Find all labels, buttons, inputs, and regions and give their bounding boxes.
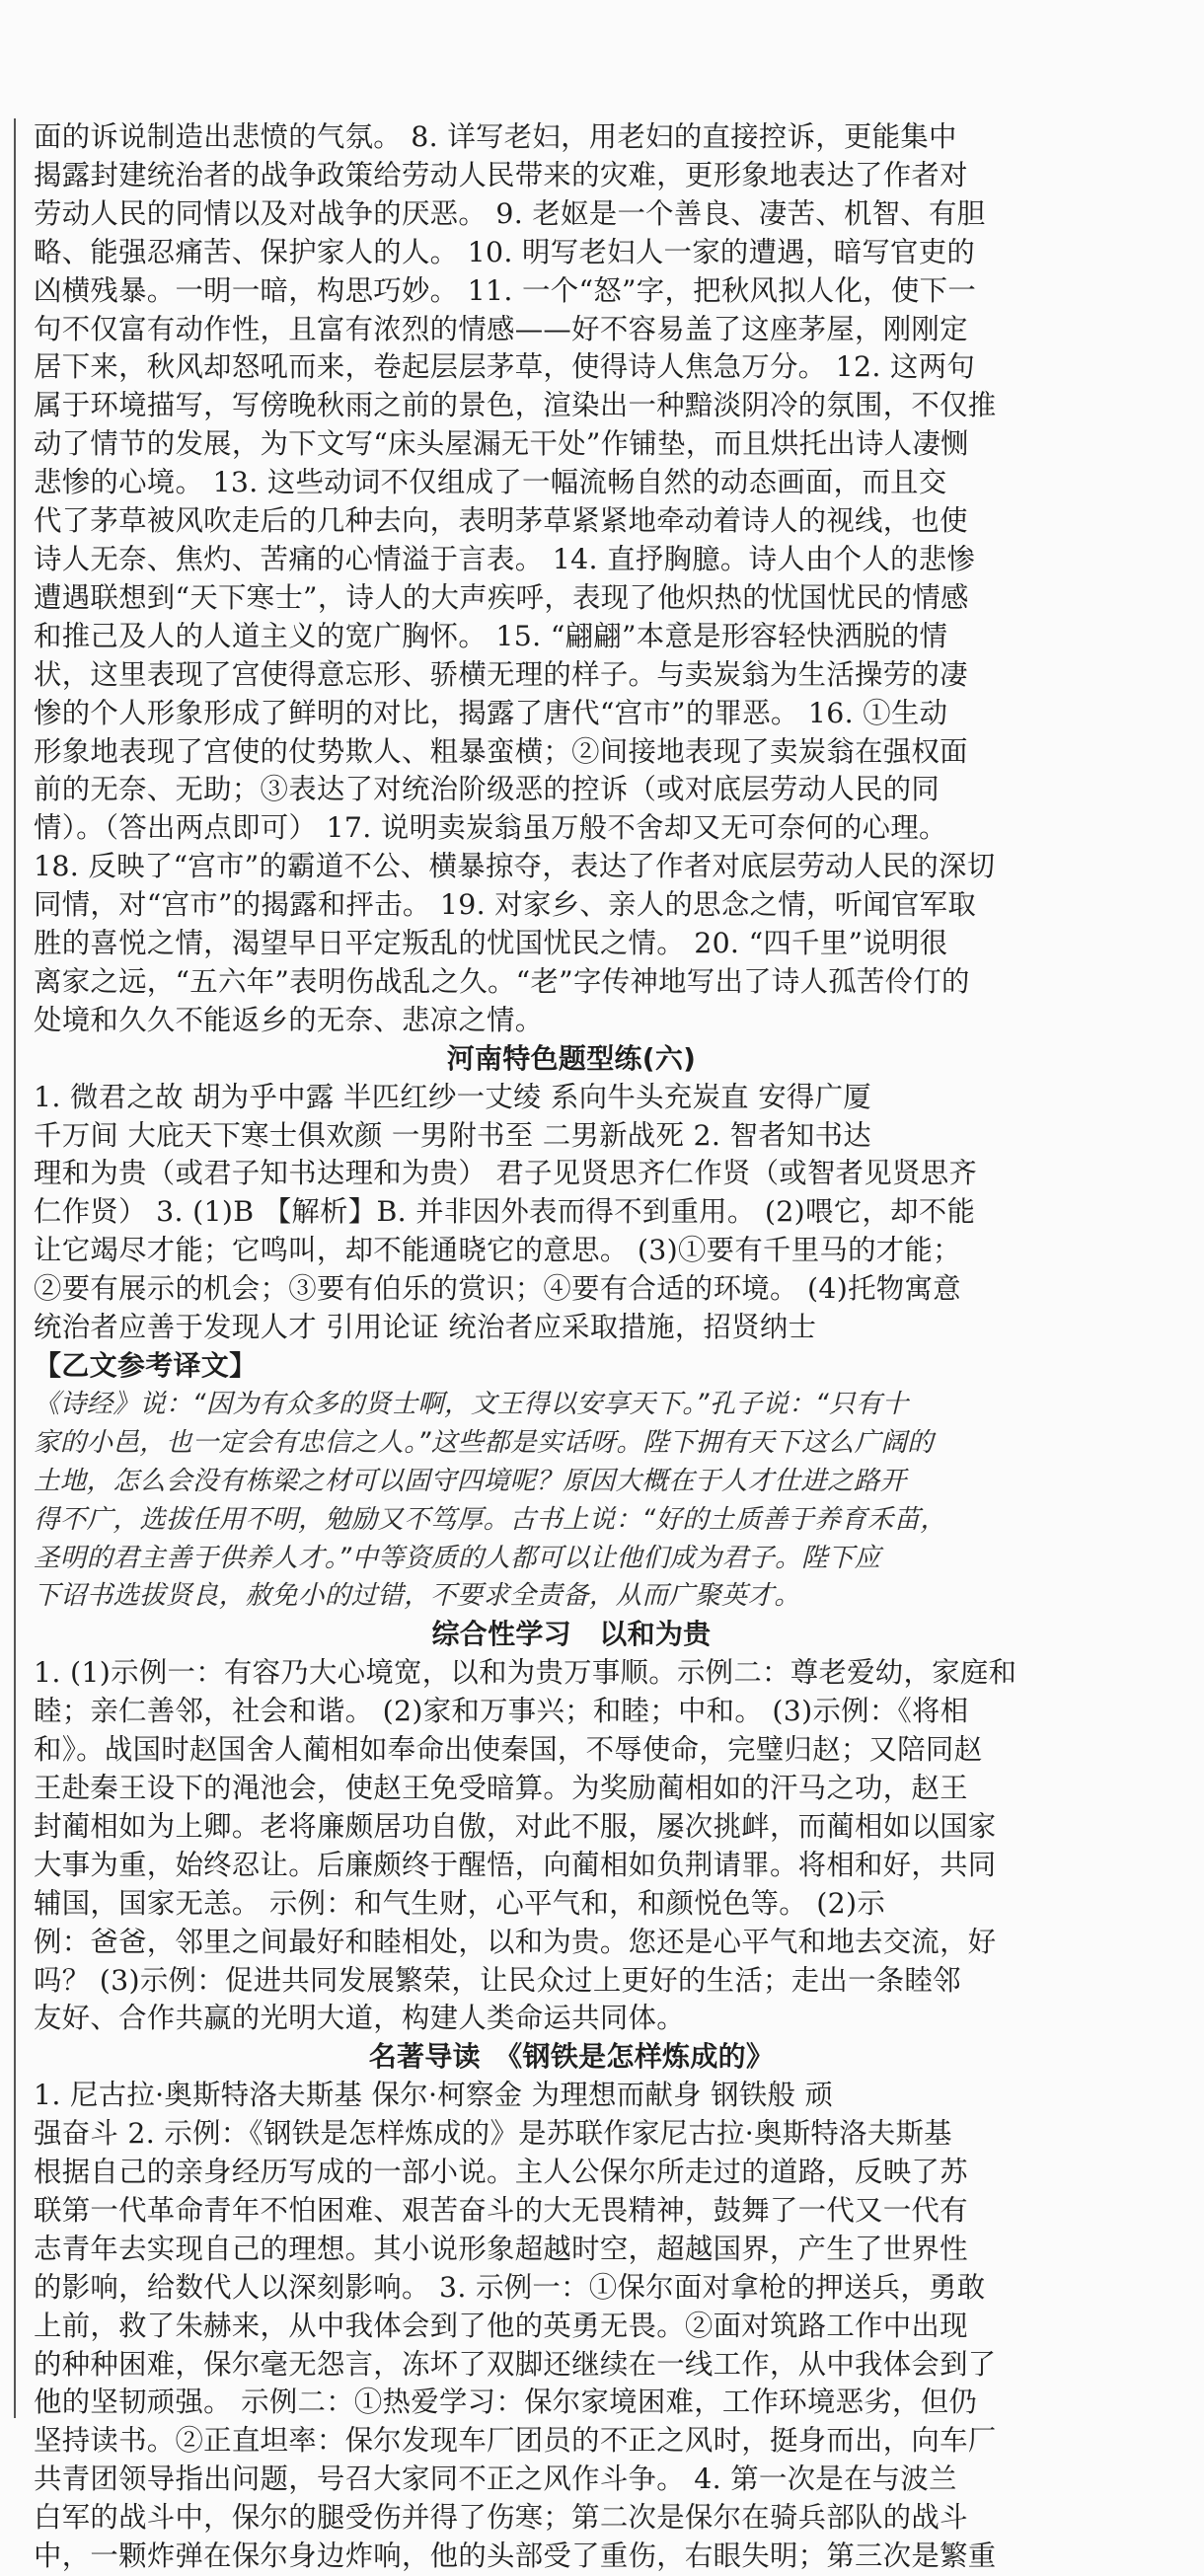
- section-henan-answers: [34, 1079, 1109, 1347]
- text-line: 1. (1)示例一：有容乃大心境宽，以和为贵万事顺。示例二：尊老爱幼，家庭和: [34, 1656, 1017, 1690]
- text-line: 志青年去实现自己的理想。其小说形象超越时空，超越国界，产生了世界性: [34, 2232, 968, 2265]
- text-line: ②要有展示的机会；③要有伯乐的赏识；④要有合适的环境。 (4)托物寓意: [34, 1272, 961, 1306]
- translation-line: 下诏书选拔贤良，赦免小的过错，不要求全责备，从而广聚英才。: [34, 1580, 801, 1612]
- section-translation-text: [34, 1386, 1109, 1616]
- text-line: 凶横残暴。一明一暗，构思巧妙。 11. 一个“怒”字，把秋风拟人化，使下一: [34, 273, 977, 307]
- text-line: 根据自己的亲身经历写成的一部小说。主人公保尔所走过的道路，反映了苏: [34, 2156, 968, 2189]
- text-line: 共青团领导指出问题，号召大家同不正之风作斗争。 4. 第一次是在与波兰: [34, 2462, 957, 2496]
- text-line: 他的坚韧顽强。 示例二：①热爱学习：保尔家境困难，工作环境恶劣，但仍: [34, 2386, 978, 2419]
- text-line: 悲惨的心境。 13. 这些动词不仅组成了一幅流畅自然的动态画面，而且交: [34, 466, 947, 499]
- text-line: 惨的个人形象形成了鲜明的对比，揭露了唐代“宫市”的罪恶。 16. ①生动: [34, 696, 948, 729]
- text-line: 坚持读书。②正直坦率：保尔发现车厂团员的不正之风时，挺身而出，向车厂: [34, 2424, 997, 2458]
- text-line: 例：爸爸，邻里之间最好和睦相处，以和为贵。您还是心平气和地去交流，好: [34, 1925, 997, 1958]
- text-line: 状，这里表现了宫使得意忘形、骄横无理的样子。与卖炭翁为生活操劳的凄: [34, 657, 968, 691]
- text-line: 前的无奈、无助；③表达了对统治阶级恶的控诉（或对底层劳动人民的同: [34, 773, 941, 806]
- text-line: 代了茅草被风吹走后的几种去向，表明茅草紧紧地牵动着诗人的视线，也使: [34, 504, 968, 538]
- answer-key-content: [34, 118, 1109, 2576]
- text-line: 面的诉说制造出悲愤的气氛。 8. 详写老妇，用老妇的直接控诉，更能集中: [34, 120, 957, 153]
- left-margin-rule: [14, 118, 16, 2418]
- text-line: 离家之远，“五六年”表明伤战乱之久。“老”字传神地写出了诗人孤苦伶仃的: [34, 964, 970, 998]
- text-line: 睦；亲仁善邻，社会和谐。 (2)家和万事兴；和睦；中和。 (3)示例：《将相: [34, 1695, 969, 1728]
- text-line: 诗人无奈、焦灼、苦痛的心情溢于言表。 14. 直抒胸臆。诗人由个人的悲惨: [34, 542, 976, 575]
- text-line: 胜的喜悦之情，渴望早日平定叛乱的忧国忧民之情。 20. “四千里”说明很: [34, 927, 948, 960]
- translation-line: 家的小邑，也一定会有忠信之人。”这些都是实话呀。陛下拥有天下这么广阔的: [34, 1426, 934, 1458]
- translation-line: 得不广，选拔任用不明，勉励又不笃厚。古书上说：“好的土质善于养育禾苗，: [34, 1503, 947, 1535]
- section-comprehensive-answers: [34, 1654, 1109, 2038]
- text-line: 情）。（答出两点即可） 17. 说明卖炭翁虽万般不舍却又无可奈何的心理。: [34, 811, 947, 845]
- text-line: 形象地表现了宫使的仗势欺人、粗暴蛮横；②间接地表现了卖炭翁在强权面: [34, 734, 968, 768]
- text-line: 上前，救了朱赫来，从中我体会到了他的英勇无畏。②面对筑路工作中出现: [34, 2309, 968, 2342]
- translation-line: 圣明的君主善于供养人才。”中等资质的人都可以让他们成为君子。陛下应: [34, 1542, 881, 1573]
- text-line: 句不仅富有动作性，且富有浓烈的情感——好不容易盖了这座茅屋，刚刚定: [34, 312, 968, 345]
- text-line: 的种种困难，保尔毫无怨言，冻坏了双脚还继续在一线工作，从中我体会到了: [34, 2347, 997, 2381]
- text-line: 和推己及人的人道主义的宽广胸怀。 15. “翩翩”本意是形容轻快洒脱的情: [34, 619, 948, 652]
- text-line: 处境和久久不能返乡的无奈、悲凉之情。: [34, 1003, 544, 1036]
- heading-comprehensive-study: 综合性学习 以和为贵: [431, 1618, 712, 1651]
- heading-classics-guide: 名著导读 《钢铁是怎样炼成的》: [368, 2040, 775, 2074]
- text-line: 居下来，秋风却怒吼而来，卷起层层茅草，使得诗人焦急万分。 12. 这两句: [34, 350, 976, 384]
- text-line: 千万间 大庇天下寒士俱欢颜 一男附书至 二男新战死 2. 智者知书达: [34, 1118, 871, 1152]
- heading-henan-practice: 河南特色题型练(六): [446, 1041, 697, 1075]
- text-line: 让它竭尽才能；它鸣叫，却不能通晓它的意思。 (3)①要有千里马的才能；: [34, 1234, 961, 1267]
- text-line: 联第一代革命青年不怕困难、艰苦奋斗的大无畏精神，鼓舞了一代又一代有: [34, 2193, 968, 2227]
- text-line: 的影响，给数代人以深刻影响。 3. 示例一：①保尔面对拿枪的押送兵，勇敢: [34, 2270, 986, 2304]
- text-line: 理和为贵（或君子知书达理和为贵） 君子见贤思齐仁作贤（或智者见贤思齐: [34, 1157, 978, 1190]
- text-line: 仁作贤） 3. (1)B 【解析】B. 并非因外表而得不到重用。 (2)喂它，却不能: [34, 1195, 976, 1229]
- text-line: 白军的战斗中，保尔的腿受伤并得了伤寒；第二次是保尔在骑兵部队的战斗: [34, 2501, 968, 2535]
- section-classics-answers: [34, 2077, 1109, 2576]
- text-line: 18. 反映了“宫市”的霸道不公、横暴掠夺，表达了作者对底层劳动人民的深切: [34, 850, 996, 883]
- text-line: 吗？ (3)示例：促进共同发展繁荣，让民众过上更好的生活；走出一条睦邻: [34, 1963, 961, 1997]
- text-line: 1. 微君之故 胡为乎中露 半匹红纱一丈绫 系向牛头充炭直 安得广厦: [34, 1080, 871, 1113]
- text-line: 统治者应善于发现人才 引用论证 统治者应采取措施，招贤纳士: [34, 1311, 817, 1344]
- text-line: 略、能强忍痛苦、保护家人的人。 10. 明写老妇人一家的遭遇，暗写官吏的: [34, 235, 976, 268]
- text-line: 1. 尼古拉·奥斯特洛夫斯基 保尔·柯察金 为理想而献身 钢铁般 顽: [34, 2079, 834, 2112]
- text-line: 封蔺相如为上卿。老将廉颇居功自傲，对此不服，屡次挑衅，而蔺相如以国家: [34, 1809, 997, 1843]
- section-continued-answers: [34, 118, 1109, 1040]
- text-line: 动了情节的发展，为下文写“床头屋漏无干处”作铺垫，而且烘托出诗人凄恻: [34, 427, 969, 461]
- text-line: 辅国，国家无恙。 示例：和气生财，心平气和，和颜悦色等。 (2)示: [34, 1886, 886, 1920]
- heading-translation: 【乙文参考译文】: [34, 1349, 258, 1382]
- text-line: 和》。战国时赵国舍人蔺相如奉命出使秦国，不辱使命，完璧归赵；又陪同赵: [34, 1733, 983, 1767]
- text-line: 遭遇联想到“天下寒士”，诗人的大声疾呼，表现了他炽热的忧国忧民的情感: [34, 580, 969, 614]
- text-line: 属于环境描写，写傍晚秋雨之前的景色，渲染出一种黯淡阴冷的氛围，不仅推: [34, 389, 997, 422]
- text-line: 强奋斗 2. 示例：《钢铁是怎样炼成的》是苏联作家尼古拉·奥斯特洛夫斯基: [34, 2117, 952, 2151]
- text-line: 友好、合作共赢的光明大道，构建人类命运共同体。: [34, 2002, 685, 2035]
- text-line: 大事为重，始终忍让。后廉颇终于醒悟，向蔺相如负荆请罪。将相和好，共同: [34, 1848, 997, 1881]
- text-line: 王赴秦王设下的渑池会，使赵王免受暗算。为奖励蔺相如的汗马之功，赵王: [34, 1771, 968, 1804]
- text-line: 劳动人民的同情以及对战争的厌恶。 9. 老妪是一个善良、凄苦、机智、有胆: [34, 196, 986, 230]
- translation-line: 《诗经》说：“因为有众多的贤士啊，文王得以安享天下。”孔子说：“只有十: [34, 1388, 909, 1419]
- text-line: 揭露封建统治者的战争政策给劳动人民带来的灾难，更形象地表达了作者对: [34, 158, 968, 191]
- text-line: 同情，对“宫市”的揭露和抨击。 19. 对家乡、亲人的思念之情，听闻官军取: [34, 888, 977, 922]
- translation-line: 土地，怎么会没有栋梁之材可以固守四境呢？原因大概在于人才仕进之路开: [34, 1465, 907, 1496]
- text-line: 中，一颗炸弹在保尔身边炸响，他的头部受了重伤，右眼失明；第三次是繁重: [34, 2539, 997, 2573]
